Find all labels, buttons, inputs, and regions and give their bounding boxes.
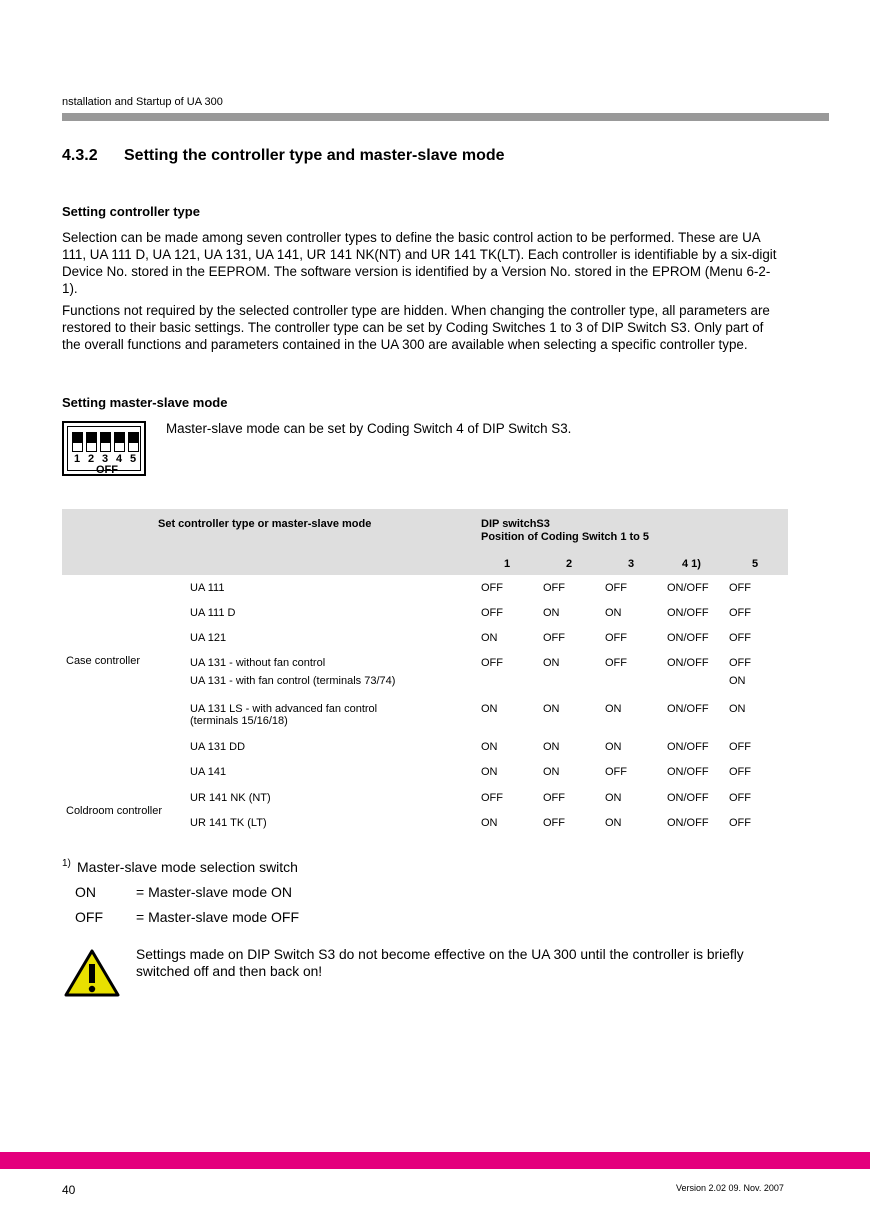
switch-value: ON/OFF [667, 792, 709, 804]
dip-off-label: OFF [96, 464, 118, 476]
section-number: 4.3.2 [62, 147, 98, 164]
switch-value: ON/OFF [667, 632, 709, 644]
col-header: Set controller type or master-slave mode [158, 518, 372, 530]
paragraph: Selection can be made among seven controller types to define the basic control action to be performed. These are UA 111, UA 111 D, UA 121, UA 131, UA 141, UR 141 NK(NT) and UR 141 TK(LT). Each controller is identifiable by a six-digit Device No. stored in the EEPROM. The software version is identified by a Version No. stored in the EPROM (Menu 6-2-1). [62, 230, 777, 296]
switch-col: 1 [504, 558, 511, 570]
table-header [62, 509, 788, 575]
switch-value: ON/OFF [667, 741, 709, 753]
switch-value: ON [543, 741, 560, 753]
switch-value: OFF [605, 766, 627, 778]
paragraph: Functions not required by the selected controller type are hidden. When changing the controller type, all parameters are restored to their basic settings. The controller type can be set by Coding Switches 1 to 3 of DIP Switch S3. Only part of the overall functions and parameters contained in the UA 300 are available when selecting a specific controller type. [62, 303, 770, 352]
footnote-key: OFF [75, 909, 103, 925]
switch-value: ON [543, 657, 560, 669]
footer-bar [0, 1152, 870, 1169]
dip-switch-icon [62, 421, 146, 476]
footnote-text: Master-slave mode selection switch [77, 859, 298, 875]
row-name: UA 141 [190, 766, 227, 778]
subheading-controller-type: Setting controller type [62, 204, 200, 219]
switch-value: ON [481, 741, 498, 753]
footnote-value: = Master-slave mode OFF [136, 909, 299, 925]
switch-value: ON [605, 607, 622, 619]
switch-value: OFF [729, 582, 751, 594]
row-name: UA 131 - without fan control [190, 657, 326, 669]
footnote-key: ON [75, 884, 96, 900]
dip-number: 4 [116, 453, 123, 465]
row-name-cont: (terminals 15/16/18) [190, 715, 288, 727]
row-name: UA 111 D [190, 607, 236, 619]
switch-value: ON [481, 632, 498, 644]
section-title: Setting the controller type and master-slave mode [124, 147, 505, 164]
switch-value: ON [729, 675, 746, 687]
version-info: Version 2.02 09. Nov. 2007 [676, 1183, 784, 1193]
switch-value: ON [481, 817, 498, 829]
section-heading [62, 147, 505, 165]
footnote-value: = Master-slave mode ON [136, 884, 292, 900]
row-name: UR 141 TK (LT) [190, 817, 267, 829]
row-name: UA 111 [190, 582, 225, 594]
switch-col: 3 [628, 558, 635, 570]
subheading-master-slave: Setting master-slave mode [62, 395, 228, 410]
dip-number: 1 [74, 453, 81, 465]
switch-value: OFF [481, 792, 503, 804]
dip-header: DIP switchS3 [481, 518, 550, 530]
row-name: UR 141 NK (NT) [190, 792, 271, 804]
switch-value: OFF [543, 792, 565, 804]
dip-number: 5 [130, 453, 137, 465]
switch-value: OFF [729, 817, 751, 829]
switch-value: ON/OFF [667, 766, 709, 778]
page-number: 40 [62, 1183, 76, 1197]
switch-value: OFF [729, 792, 751, 804]
switch-value: OFF [481, 582, 503, 594]
switch-value: ON [481, 703, 498, 715]
row-name: UA 131 DD [190, 741, 246, 753]
switch-value: OFF [543, 632, 565, 644]
switch-value: OFF [605, 582, 627, 594]
switch-value: ON/OFF [667, 582, 709, 594]
switch-value: ON [729, 703, 746, 715]
switch-value: OFF [729, 741, 751, 753]
warning-icon [64, 948, 120, 998]
warning-text: Settings made on DIP Switch S3 do not become effective on the UA 300 until the controller is briefly switched off and then back on! [136, 947, 744, 979]
dip-number: 3 [102, 453, 109, 465]
switch-value: ON [605, 741, 622, 753]
switch-value: ON/OFF [667, 607, 709, 619]
switch-value: OFF [605, 632, 627, 644]
switch-value: OFF [605, 657, 627, 669]
row-name: UA 121 [190, 632, 227, 644]
dip-number: 2 [88, 453, 95, 465]
switch-value: OFF [481, 607, 503, 619]
switch-value: OFF [543, 817, 565, 829]
master-slave-text: Master-slave mode can be set by Coding Switch 4 of DIP Switch S3. [166, 421, 572, 436]
switch-value: ON [481, 766, 498, 778]
switch-value: ON [543, 766, 560, 778]
switch-col: 5 [752, 558, 759, 570]
switch-value: ON/OFF [667, 703, 709, 715]
switch-col: 4 1) [682, 558, 701, 570]
row-name: UA 131 LS - with advanced fan control [190, 703, 378, 715]
switch-value: OFF [543, 582, 565, 594]
switch-col: 2 [566, 558, 573, 570]
switch-value: ON [605, 817, 622, 829]
switch-value: OFF [481, 657, 503, 669]
row-name: UA 131 - with fan control (terminals 73/74) [190, 675, 396, 687]
group-label: Coldroom controller [66, 805, 162, 817]
switch-value: OFF [729, 657, 751, 669]
header-rule [62, 113, 829, 121]
switch-value: ON [543, 703, 560, 715]
switch-value: ON [605, 792, 622, 804]
switch-value: ON/OFF [667, 657, 709, 669]
switch-value: ON [605, 703, 622, 715]
switch-value: OFF [729, 607, 751, 619]
dip-header-sub: Position of Coding Switch 1 to 5 [481, 531, 650, 543]
switch-value: ON [543, 607, 560, 619]
running-header: nstallation and Startup of UA 300 [62, 96, 223, 108]
footnote-mark: 1) [62, 858, 71, 869]
switch-value: ON/OFF [667, 817, 709, 829]
switch-value: OFF [729, 632, 751, 644]
group-label: Case controller [66, 655, 140, 667]
switch-value: OFF [729, 766, 751, 778]
